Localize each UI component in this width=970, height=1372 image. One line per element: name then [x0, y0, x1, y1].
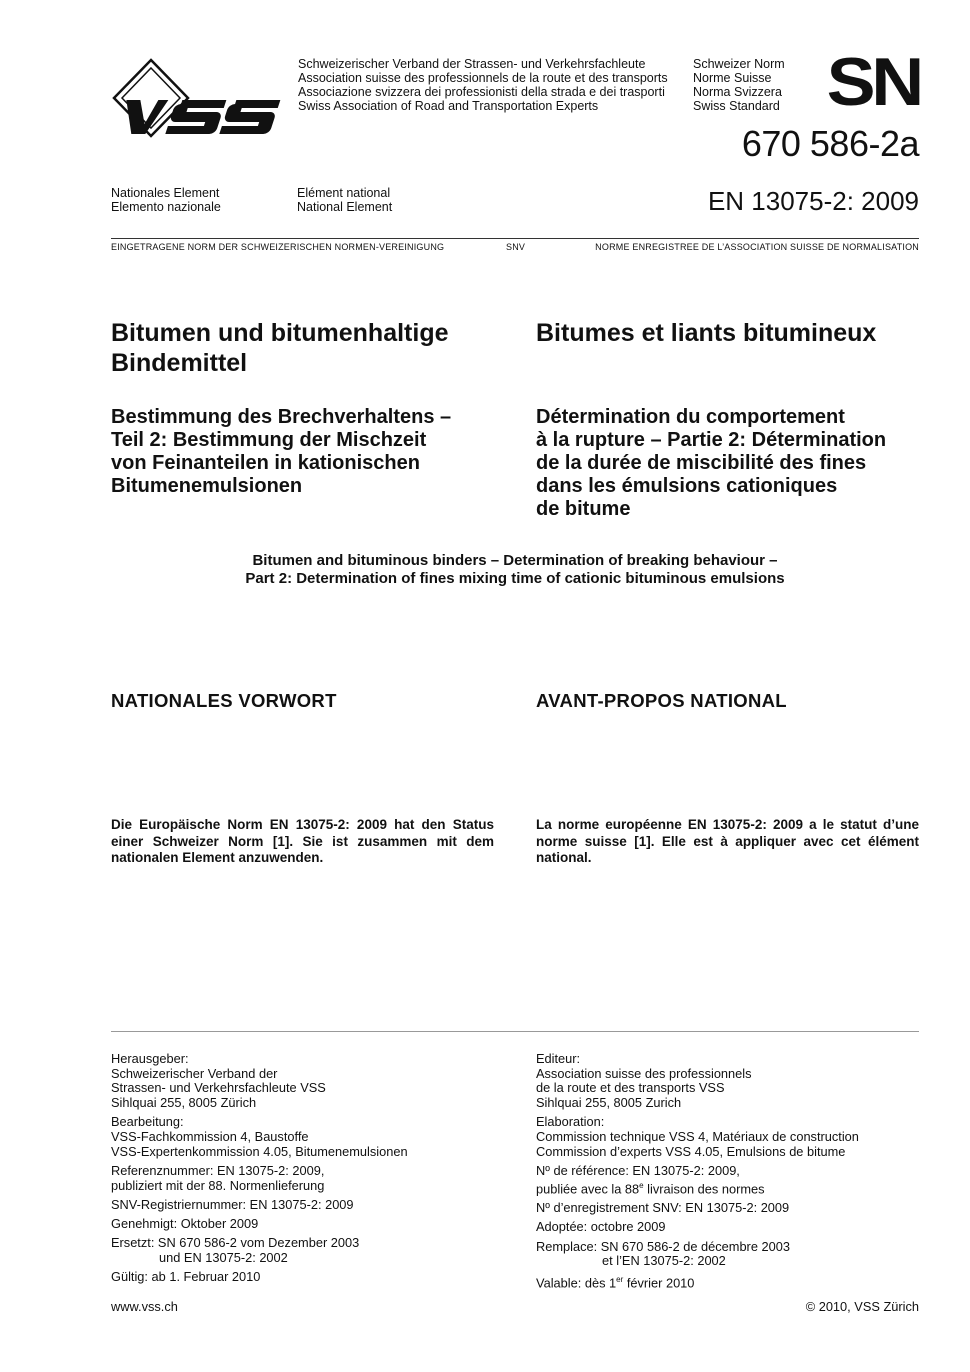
- association-name-en: Swiss Association of Road and Transportation Experts: [298, 99, 599, 113]
- imprint-text: livraison des normes: [643, 1180, 765, 1196]
- imprint-line: Schweizerischer Verband der: [111, 1065, 278, 1081]
- national-element-fr: Elément national: [297, 186, 391, 200]
- header-divider: [111, 238, 919, 239]
- ordinal-suffix: e: [639, 1180, 644, 1190]
- subtitle-de-line: Bitumenemulsionen: [111, 475, 303, 497]
- imprint-line: Bearbeitung:: [111, 1114, 184, 1130]
- national-element-it: Elemento nazionale: [111, 200, 221, 214]
- title-en: [111, 552, 919, 588]
- imprint-line: Strassen- und Verkehrsfachleute VSS: [111, 1080, 326, 1096]
- imprint-line: Sihlquai 255, 8005 Zürich: [111, 1095, 257, 1111]
- footer-copyright: © 2010, VSS Zürich: [805, 1299, 919, 1314]
- vss-logo-graphic: [110, 58, 290, 138]
- imprint-line: de la route et des transports VSS: [536, 1080, 725, 1096]
- main-title-de-line: Bitumen und bitumenhaltige: [111, 319, 449, 347]
- registry-line-right: NORME ENREGISTREE DE L’ASSOCIATION SUISSE DE NORMALISATION: [595, 242, 919, 252]
- foreword-heading-de: NATIONALES VORWORT: [111, 690, 337, 711]
- imprint-line: VSS-Fachkommission 4, Baustoffe: [111, 1129, 309, 1145]
- main-title-de-line: Bindemittel: [111, 349, 248, 377]
- subtitle-fr: [536, 406, 926, 521]
- imprint-editing-de: [111, 1115, 511, 1159]
- imprint-valid-fr: [536, 1273, 926, 1291]
- imprint-snv-reg-fr: Nº d’enregistrement SNV: EN 13075-2: 2009: [536, 1200, 790, 1216]
- imprint-text: publiée avec la 88: [536, 1180, 640, 1196]
- imprint-line: Referenznummer: EN 13075-2: 2009,: [111, 1162, 325, 1178]
- en-number: EN 13075-2: 2009: [707, 186, 919, 216]
- imprint-de: [111, 1052, 511, 1289]
- imprint-line: Association suisse des professionnels: [536, 1065, 752, 1081]
- subtitle-fr-line: à la rupture – Partie 2: Détermination: [536, 429, 887, 451]
- title-de: [111, 318, 511, 498]
- imprint-approved-fr: Adoptée: octobre 2009: [536, 1219, 666, 1235]
- subtitle-de-line: Teil 2: Bestimmung der Mischzeit: [111, 429, 427, 451]
- imprint-valid-de: Gültig: ab 1. Februar 2010: [111, 1269, 261, 1285]
- imprint-line: Remplace: SN 670 586-2 de décembre 2003: [536, 1238, 790, 1254]
- subtitle-fr-line: de bitume: [536, 498, 631, 520]
- standard-type-it: Norma Svizzera: [693, 85, 782, 99]
- national-element-de: Nationales Element: [111, 186, 220, 200]
- registry-line-center: SNV: [506, 242, 526, 252]
- imprint-line: [536, 1179, 926, 1197]
- imprint-reference-de: [111, 1164, 511, 1193]
- imprint-line: Nº de référence: EN 13075-2: 2009,: [536, 1162, 740, 1178]
- imprint-publisher-fr: [536, 1052, 926, 1111]
- imprint-line: Commission d’experts VSS 4.05, Emulsions de bitume: [536, 1143, 846, 1159]
- sn-mark: SN: [826, 44, 920, 120]
- foreword-text-de: Die Europäische Norm EN 13075-2: 2009 hat den Status einer Schweizer Norm [1]. Sie ist zusammen mit dem nationalen Element anzuwenden.: [111, 817, 494, 865]
- imprint-text: février 2010: [623, 1275, 695, 1291]
- main-title-de: [111, 318, 511, 378]
- subtitle-de-line: Bestimmung des Brechverhaltens –: [111, 406, 452, 428]
- imprint-editing-fr: [536, 1115, 926, 1159]
- registry-line-left: EINGETRAGENE NORM DER SCHWEIZERISCHEN NORMEN-VEREINIGUNG: [111, 242, 445, 252]
- imprint-line: publiziert mit der 88. Normenlieferung: [111, 1177, 325, 1193]
- subtitle-de-line: von Feinanteilen in kationischen: [111, 452, 420, 474]
- association-name-de: Schweizerischer Verband der Strassen- und Verkehrsfachleute: [298, 57, 646, 71]
- imprint-line: VSS-Expertenkommission 4.05, Bitumenemulsionen: [111, 1143, 408, 1159]
- imprint-line: und EN 13075-2: 2002: [159, 1249, 288, 1265]
- imprint-text: Valable: dès 1: [536, 1275, 617, 1291]
- association-names: [298, 57, 668, 113]
- subtitle-de: [111, 406, 511, 498]
- standard-type-list: [693, 57, 785, 113]
- imprint-fr: [536, 1052, 926, 1296]
- subtitle-fr-line: Détermination du comportement: [536, 406, 845, 428]
- imprint-snv-reg-de: SNV-Registriernummer: EN 13075-2: 2009: [111, 1196, 354, 1212]
- imprint-reference-fr: [536, 1164, 926, 1197]
- imprint-divider: [111, 1031, 919, 1032]
- subtitle-fr-line: de la durée de miscibilité des fines: [536, 452, 867, 474]
- title-en-line: Part 2: Determination of fines mixing time of cationic bituminous emulsions: [245, 570, 785, 587]
- vss-logo: [110, 58, 290, 138]
- standard-type-de: Schweizer Norm: [693, 57, 785, 71]
- subtitle-fr-line: dans les émulsions cationiques: [536, 475, 838, 497]
- imprint-line: Editeur:: [536, 1051, 581, 1066]
- imprint-approved-de: Genehmigt: Oktober 2009: [111, 1216, 259, 1232]
- standard-number: 670 586-2a: [741, 123, 919, 164]
- imprint-line: Commission technique VSS 4, Matériaux de construction: [536, 1129, 859, 1145]
- national-element-col1: [111, 186, 221, 214]
- imprint-replaces-de: [111, 1236, 511, 1265]
- imprint-line: Herausgeber:: [111, 1051, 189, 1066]
- footer-website-link[interactable]: www.vss.ch: [111, 1299, 178, 1314]
- title-en-line: Bitumen and bituminous binders – Determination of breaking behaviour –: [252, 552, 778, 569]
- national-element-en: National Element: [297, 200, 393, 214]
- imprint-publisher-de: [111, 1052, 511, 1111]
- imprint-line: et l’EN 13075-2: 2002: [602, 1253, 726, 1269]
- main-title-fr-line: Bitumes et liants bitumineux: [536, 319, 877, 347]
- imprint-line: Elaboration:: [536, 1114, 605, 1130]
- association-name-it: Associazione svizzera dei professionisti della strada e dei trasporti: [298, 85, 665, 99]
- national-element-col2: [297, 186, 392, 214]
- standard-type-fr: Norme Suisse: [693, 71, 772, 85]
- standard-type-en: Swiss Standard: [693, 99, 780, 113]
- imprint-line: Sihlquai 255, 8005 Zurich: [536, 1095, 682, 1111]
- foreword-text-fr: La norme européenne EN 13075-2: 2009 a le statut d’une norme suisse [1]. Elle est à appliquer avec cet élément national.: [536, 817, 919, 865]
- imprint-replaces-fr: [536, 1240, 926, 1269]
- ordinal-suffix: er: [616, 1275, 624, 1285]
- title-fr: [536, 318, 926, 521]
- main-title-fr: [536, 318, 926, 348]
- imprint-line: Ersetzt: SN 670 586-2 vom Dezember 2003: [111, 1235, 360, 1251]
- association-name-fr: Association suisse des professionnels de la route et des transports: [298, 71, 668, 85]
- foreword-heading-fr: AVANT-PROPOS NATIONAL: [536, 690, 787, 711]
